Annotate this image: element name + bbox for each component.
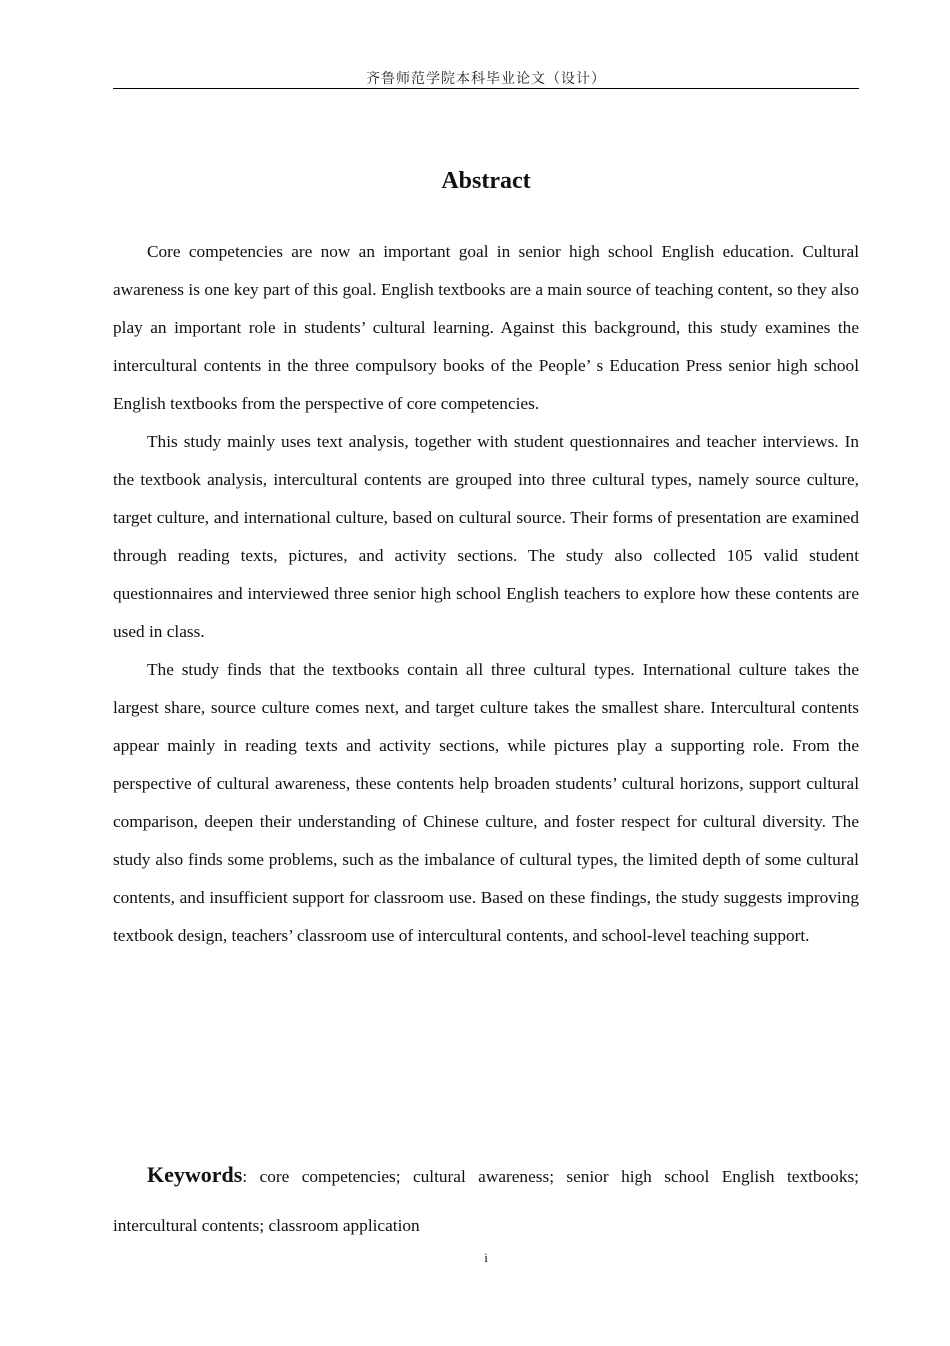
keywords-text: core competencies; cultural awareness; senior high school English textbooks; intercultural contents; classroom application xyxy=(113,1167,859,1235)
page-number: i xyxy=(484,1250,488,1265)
keywords-section xyxy=(113,1150,859,1250)
abstract-title: Abstract xyxy=(441,168,531,194)
keywords-separator: : xyxy=(242,1167,248,1186)
abstract-paragraph-3: The study finds that the textbooks contain all three cultural types. International culture takes the largest share, source culture comes next, and target culture takes the smallest share. Intercultural contents appear mainly in reading texts and activity sections, while pictures play a supporting role. From the perspective of cultural awareness, these contents help broaden students’ cultural horizons, support cultural comparison, deepen their understanding of Chinese culture, and foster respect for cultural diversity. The study also finds some problems, such as the imbalance of cultural types, the limited depth of some cultural contents, and insufficient support for classroom use. Based on these findings, the study suggests improving textbook design, teachers’ classroom use of intercultural contents, and school-level teaching support. xyxy=(113,660,859,945)
abstract-body xyxy=(113,233,859,955)
abstract-paragraph-2: This study mainly uses text analysis, together with student questionnaires and teacher interviews. In the textbook analysis, intercultural contents are grouped into three cultural types, namely source culture, target culture, and international culture, based on cultural source. Their forms of presentation are examined through reading texts, pictures, and activity sections. The study also collected 105 valid student questionnaires and interviewed three senior high school English teachers to explore how these contents are used in class. xyxy=(113,432,859,641)
header-rule xyxy=(113,88,859,89)
running-header: 齐鲁师范学院本科毕业论文（设计） xyxy=(366,71,606,87)
abstract-paragraph-1: Core competencies are now an important goal in senior high school English education. Cultural awareness is one key part of this goal. English textbooks are a main source of teaching content, so they also play an important role in students’ cultural learning. Against this background, this study examines the intercultural contents in the three compulsory books of the People’ s Education Press senior high school English textbooks from the perspective of core competencies. xyxy=(113,242,859,413)
keywords-label: Keywords xyxy=(147,1162,243,1187)
